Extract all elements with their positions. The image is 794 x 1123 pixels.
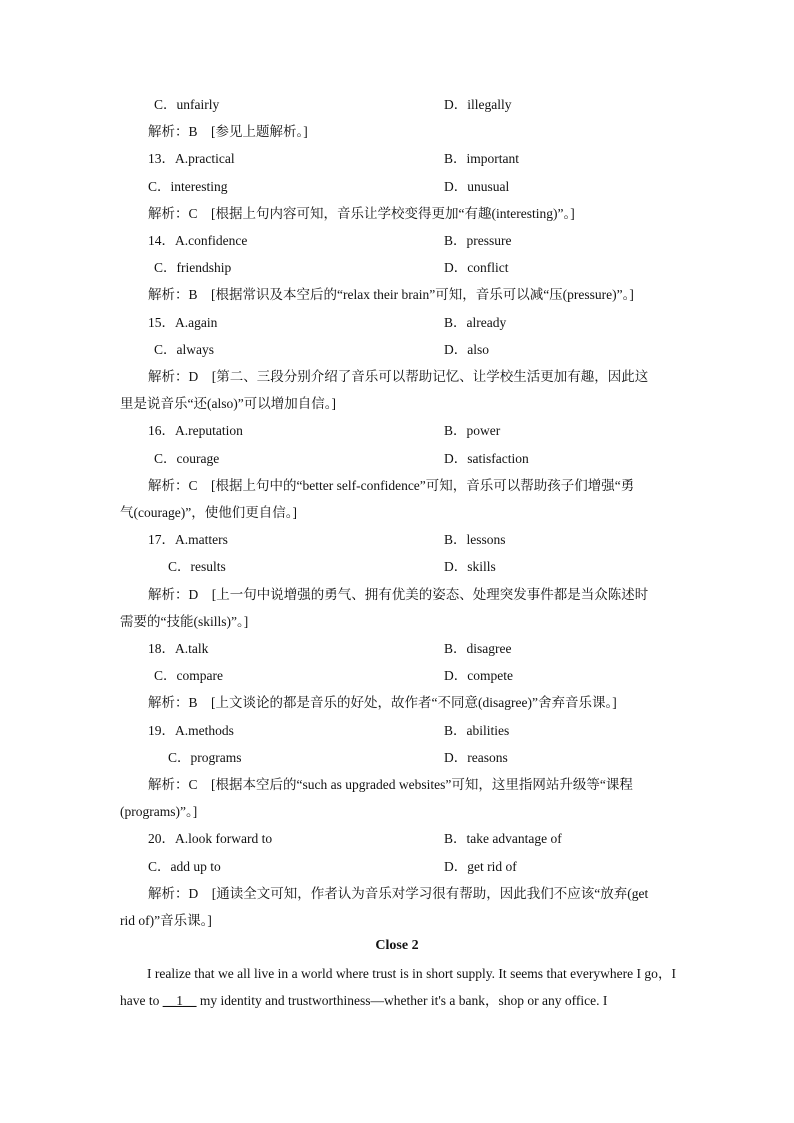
option-left: C．compare — [154, 668, 223, 684]
explanation-line: (programs)”。] — [120, 804, 198, 820]
explanation-line: 里是说音乐“还(also)”可以增加自信。] — [120, 396, 336, 412]
option-left: C．programs — [168, 749, 242, 765]
option-right: D．unusual — [444, 178, 510, 194]
option-right: D．also — [444, 341, 489, 357]
explanation-line: 解析：B [上文谈论的都是音乐的好处，故作者“不同意(disagree)”舍弃音乐课。] — [148, 695, 617, 711]
explanation-line: rid of)”音乐课。] — [120, 913, 212, 928]
option-left: C．add up to — [148, 858, 221, 874]
passage-text-before: I realize that we all live in a world where trust is in short supply. It seems that everywhere I go，I have to — [120, 966, 676, 1008]
option-right: B．abilities — [444, 722, 510, 738]
option-left: C．unfairly — [154, 97, 220, 112]
option-right: D．satisfaction — [444, 450, 529, 466]
explanation-line: 解析：B [参见上题解析。] — [148, 124, 308, 140]
option-left: 19．A.methods — [148, 722, 234, 738]
option-left: C．always — [154, 341, 214, 357]
option-left: C．friendship — [154, 260, 232, 276]
option-right: B．already — [444, 314, 507, 330]
option-left: 20．A.look forward to — [148, 831, 273, 847]
explanation-line: 解析：B [根据常识及本空后的“relax their brain”可知，音乐可以减“压(pressure)”。] — [148, 287, 634, 303]
option-left: 17．A.matters — [148, 532, 228, 548]
explanation-line: 解析：D [上一句中说增强的勇气、拥有优美的姿态、处理突发事件都是当众陈述时 — [148, 586, 649, 602]
explanation-line: 解析：C [根据本空后的“such as upgraded websites”可知，这里指网站升级等“课程 — [148, 777, 633, 792]
option-right: B．power — [444, 423, 501, 439]
explanation-line: 解析：C [根据上句内容可知，音乐让学校变得更加“有趣(interesting)”。] — [148, 205, 575, 221]
option-left: 14．A.confidence — [148, 233, 248, 248]
option-right: D．reasons — [444, 749, 508, 765]
explanation-line: 解析：C [根据上句中的“better self-confidence”可知，音乐可以帮助孩子们增强“勇 — [148, 477, 635, 493]
explanation-line: 解析：D [通读全文可知，作者认为音乐对学习很有帮助，因此我们不应该“放弃(get — [148, 885, 649, 901]
option-right: B．disagree — [444, 641, 512, 656]
passage-paragraph — [120, 960, 676, 1014]
option-left: 13．A.practical — [148, 151, 235, 167]
option-right: D．illegally — [444, 97, 512, 112]
option-left: C．courage — [154, 450, 220, 466]
option-left: C．results — [168, 559, 226, 575]
section-title: Close 2 — [375, 938, 419, 953]
passage-blank-1: __1__ — [162, 993, 197, 1008]
option-left: 18．A.talk — [148, 641, 209, 656]
option-left: 16．A.reputation — [148, 423, 243, 439]
option-right: D．get rid of — [444, 858, 517, 874]
explanation-line: 气(courage)”，使他们更自信。] — [120, 505, 297, 520]
option-right: B．take advantage of — [444, 831, 562, 847]
option-right: B．pressure — [444, 233, 512, 248]
option-right: D．skills — [444, 559, 496, 575]
option-right: D．compete — [444, 668, 513, 684]
explanation-line: 需要的“技能(skills)”。] — [120, 613, 249, 629]
passage-text-after: my identity and trustworthiness—whether it's a bank，shop or any office. I — [196, 993, 608, 1008]
option-right: B．lessons — [444, 532, 506, 548]
explanation-line: 解析：D [第二、三段分别介绍了音乐可以帮助记忆、让学校生活更加有趣，因此这 — [148, 369, 649, 384]
option-right: D．conflict — [444, 260, 509, 276]
option-left: 15．A.again — [148, 314, 218, 330]
option-left: C．interesting — [148, 178, 228, 194]
option-right: B．important — [444, 151, 519, 167]
